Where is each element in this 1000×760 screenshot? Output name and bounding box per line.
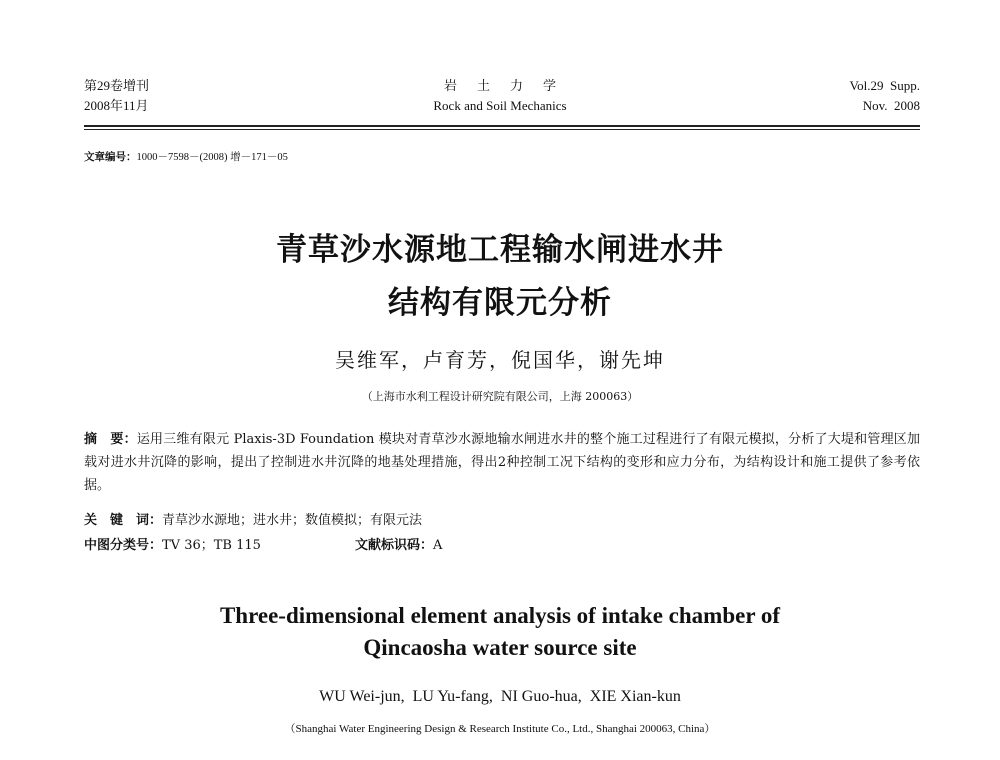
header-volume-info <box>84 76 149 116</box>
authors-cn: 吴维军，卢育芳，倪国华，谢先坤 <box>335 348 665 372</box>
article-number <box>84 149 288 164</box>
header-volume-en <box>849 76 920 116</box>
document-code <box>355 534 442 553</box>
affiliation-cn: （上海市水利工程设计研究院有限公司，上海 200063） <box>361 390 639 403</box>
header-rule-thin <box>84 129 920 130</box>
classification <box>84 534 261 553</box>
header-journal-en: Rock and Soil Mechanics <box>433 98 567 113</box>
article-number-label: 文章编号： <box>84 151 137 163</box>
header-journal-name <box>380 76 620 116</box>
article-number-value: 1000－7598－(2008) 增－171－05 <box>136 152 288 163</box>
title-cn-line2: 结构有限元分析 <box>388 285 612 321</box>
header-volume-cn: 第29卷增刊 <box>84 78 150 93</box>
authors-en: WU Wei-jun, LU Yu-fang, NI Guo-hua, XIE Xian-kun <box>319 688 681 705</box>
classification-text: TV 36；TB 115 <box>162 538 261 553</box>
header-volume-en-line1: Vol.29 Supp. <box>849 78 920 93</box>
abstract-cn <box>84 428 920 497</box>
title-cn-line1: 青草沙水源地工程输水闸进水井 <box>276 232 724 268</box>
abstract-text: 运用三维有限元 Plaxis-3D Foundation 模块对青草沙水源地输水闸进水井的整个施工过程进行了有限元模拟，分析了大堤和管理区加载对进水井沉降的影响，提出了控制进水井沉降的地基处理措施，得出2种控制工况下结构的变形和应力分布，为结构设计和施工提供了参考依据。 <box>84 432 920 493</box>
affiliation-en: （Shanghai Water Engineering Design & Research Institute Co., Ltd., Shanghai 200063, China） <box>284 723 716 735</box>
document-code-text: A <box>433 538 443 553</box>
title-en-line1: Three-dimensional element analysis of intake chamber of <box>219 603 781 628</box>
abstract-label: 摘 要： <box>84 432 137 447</box>
title-en-line2: Qincaosha water source site <box>363 635 637 660</box>
classification-label: 中图分类号： <box>84 538 163 553</box>
header-journal-cn: 岩土力学 <box>443 78 576 93</box>
keywords-text: 青草沙水源地；进水井；数值模拟；有限元法 <box>162 513 423 528</box>
header-date-cn: 2008年11月 <box>84 98 149 113</box>
header-rule-thick <box>84 125 920 127</box>
keywords <box>84 509 422 528</box>
document-code-label: 文献标识码： <box>355 538 434 553</box>
header-date-en: Nov. 2008 <box>862 98 920 113</box>
keywords-label: 关 键 词： <box>84 513 163 528</box>
